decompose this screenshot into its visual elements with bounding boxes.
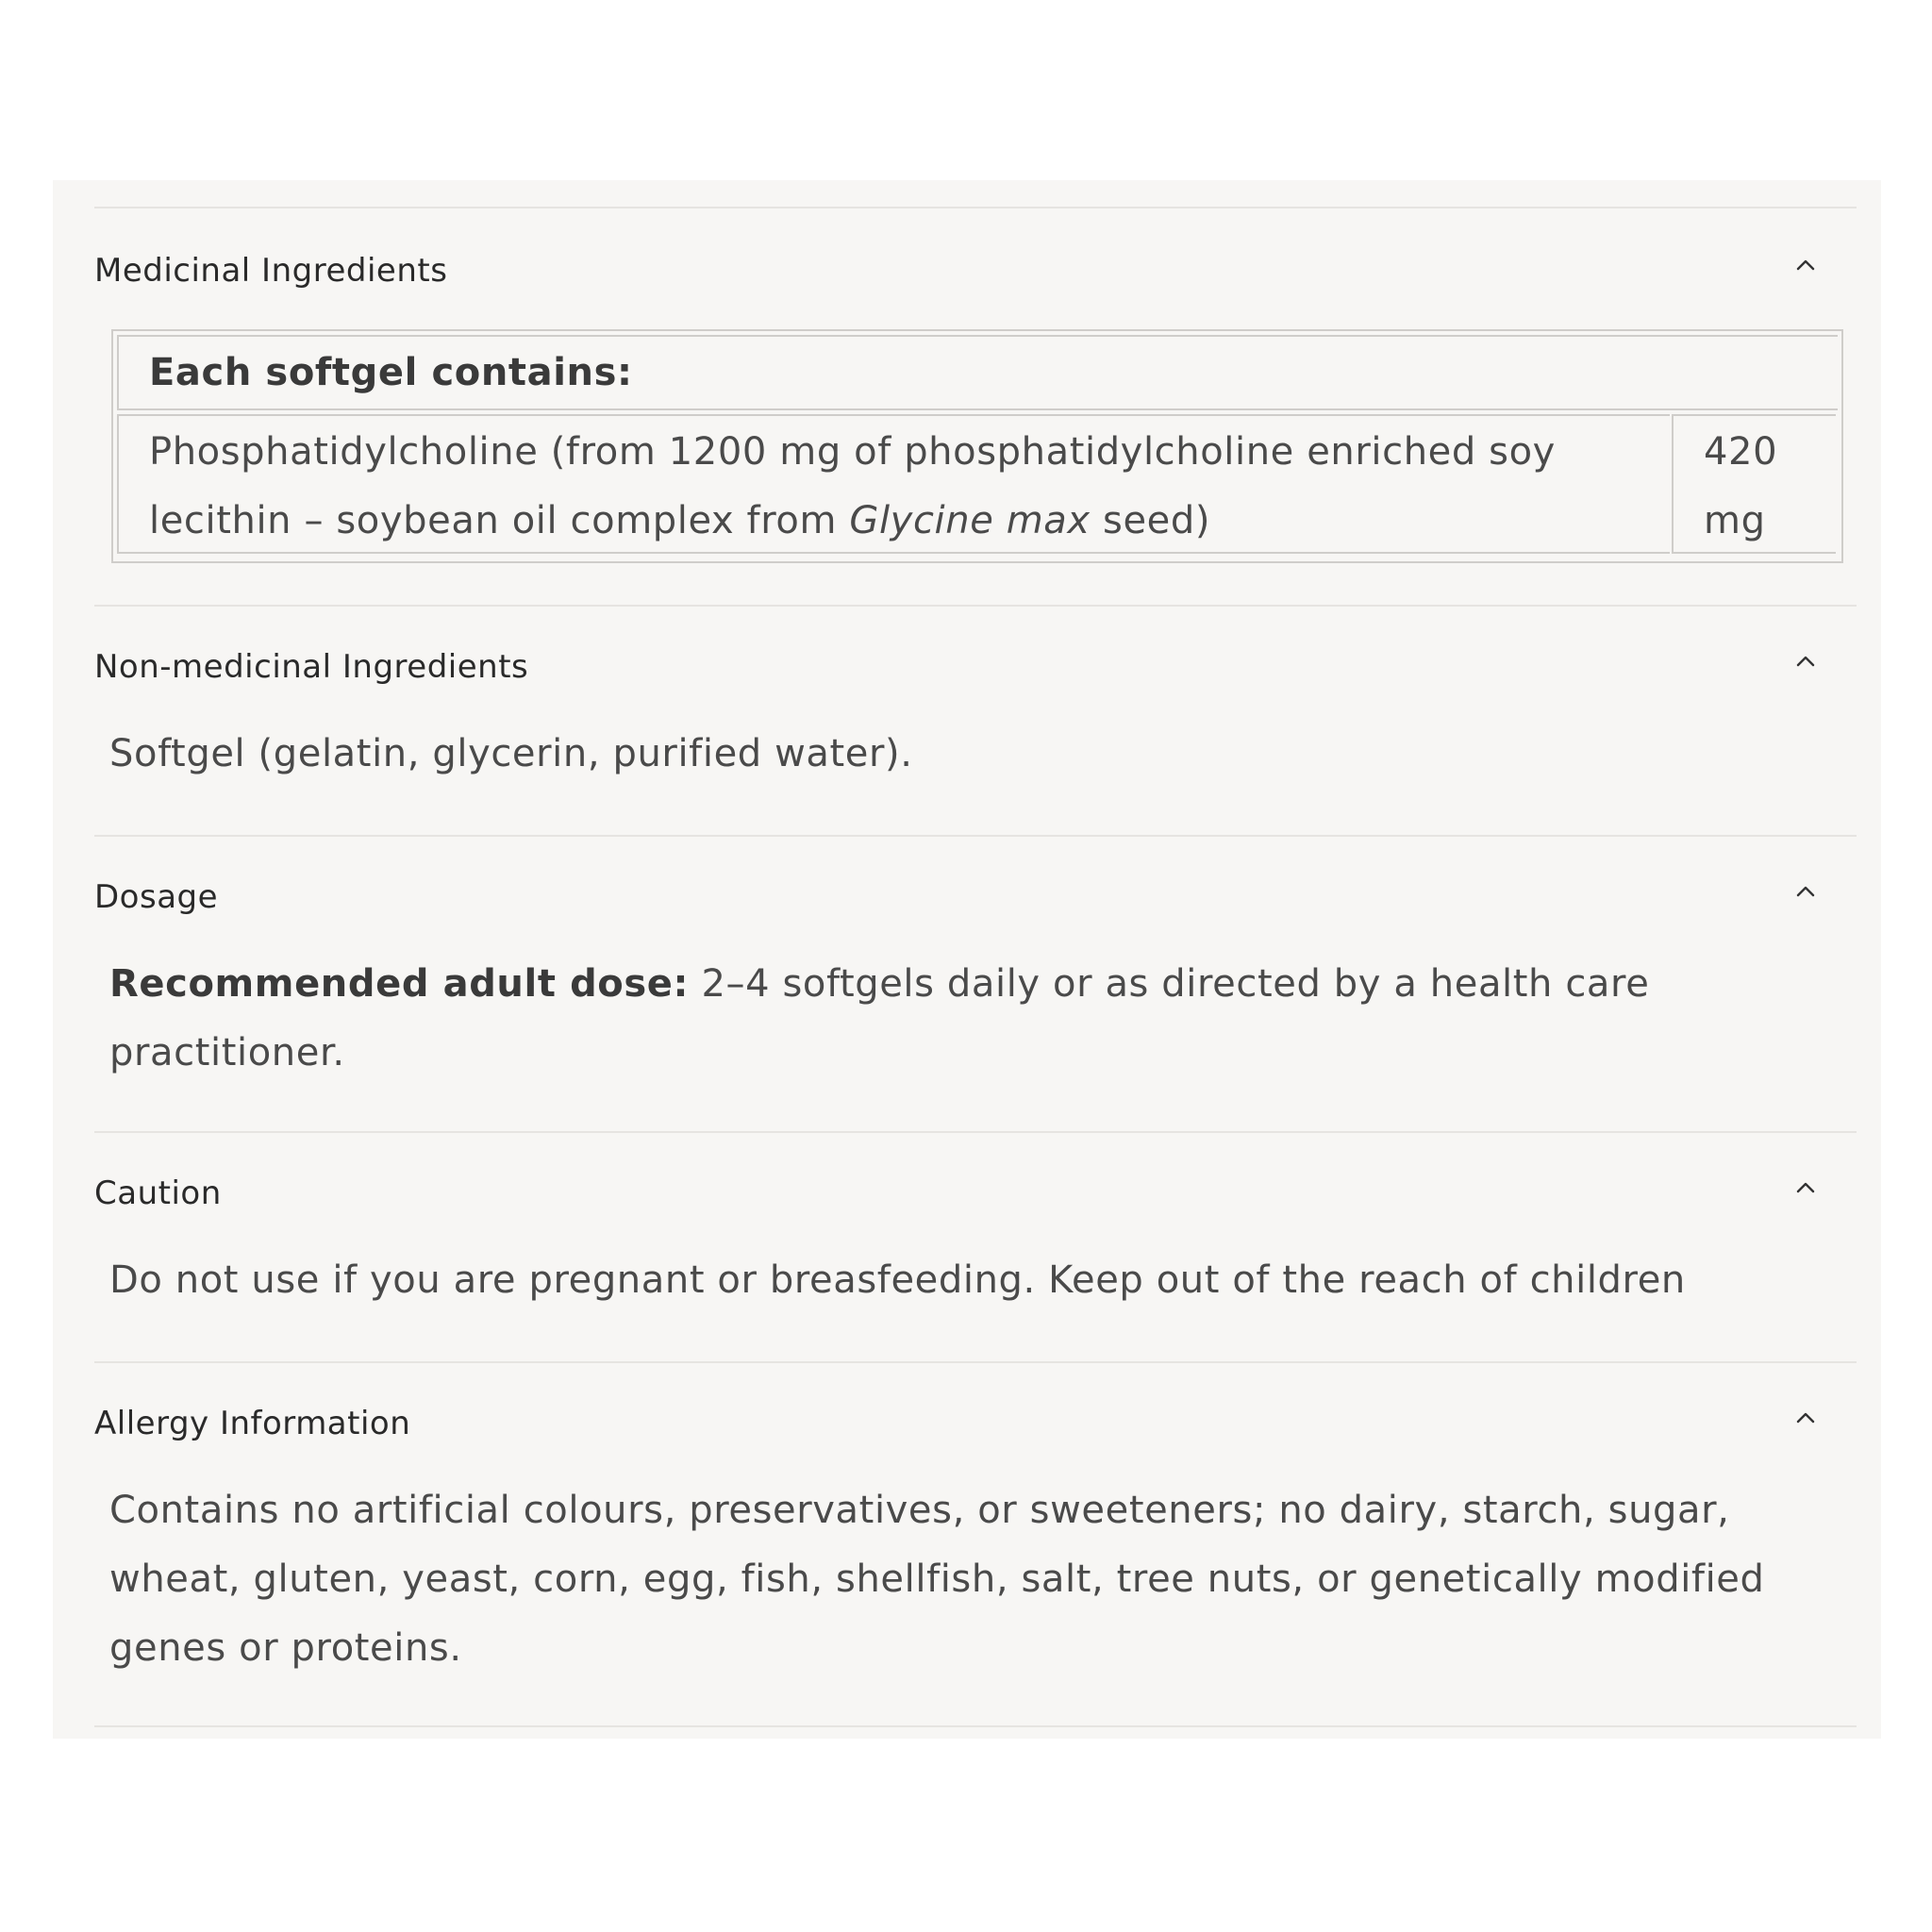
section-body-non-medicinal: Softgel (gelatin, glycerin, purified water). [109,732,913,775]
section-title-dosage[interactable]: Dosage [94,878,219,916]
dosage-text: 2–4 softgels daily or as directed by a health care practitioner. [109,962,1650,1074]
product-info-accordion [53,180,1881,1739]
section-title-allergy-information[interactable]: Allergy Information [94,1405,411,1442]
ingredients-table-header: Each softgel contains: [117,335,1838,410]
ingredient-name-cell [117,414,1670,554]
ingredients-table [111,329,1843,563]
accordion-section-medicinal-ingredients [94,207,1857,605]
accordion-section-non-medicinal-ingredients [94,605,1857,835]
section-title-medicinal-ingredients[interactable]: Medicinal Ingredients [94,252,448,290]
section-body-caution: Do not use if you are pregnant or breasfeeding. Keep out of the reach of children [109,1258,1686,1302]
section-title-caution[interactable]: Caution [94,1174,222,1212]
accordion-section-allergy-information [94,1361,1857,1727]
ingredient-name-text: Phosphatidylcholine (from 1200 mg of phosphatidylcholine enriched soy lecithin – soybean oil complex from [149,430,1556,542]
chevron-up-icon[interactable] [1790,1173,1821,1203]
ingredient-species-italic: Glycine max [849,499,1091,542]
chevron-up-icon[interactable] [1790,250,1821,280]
chevron-up-icon[interactable] [1790,876,1821,907]
ingredient-amount-cell: 420 mg [1672,414,1836,554]
section-title-non-medicinal-ingredients[interactable]: Non-medicinal Ingredients [94,648,529,686]
accordion-section-caution [94,1131,1857,1361]
chevron-up-icon[interactable] [1790,1403,1821,1433]
accordion-section-dosage [94,835,1857,1131]
dosage-label: Recommended adult dose: [109,962,690,1006]
ingredient-name-suffix: seed) [1090,499,1211,542]
chevron-up-icon[interactable] [1790,646,1821,676]
section-body-dosage [109,950,1789,1088]
section-body-allergy: Contains no artificial colours, preservatives, or sweeteners; no dairy, starch, sugar, wheat, gluten, yeast, corn, egg, fish, shellfish, salt, tree nuts, or genetically modified genes or proteins. [109,1489,1765,1670]
